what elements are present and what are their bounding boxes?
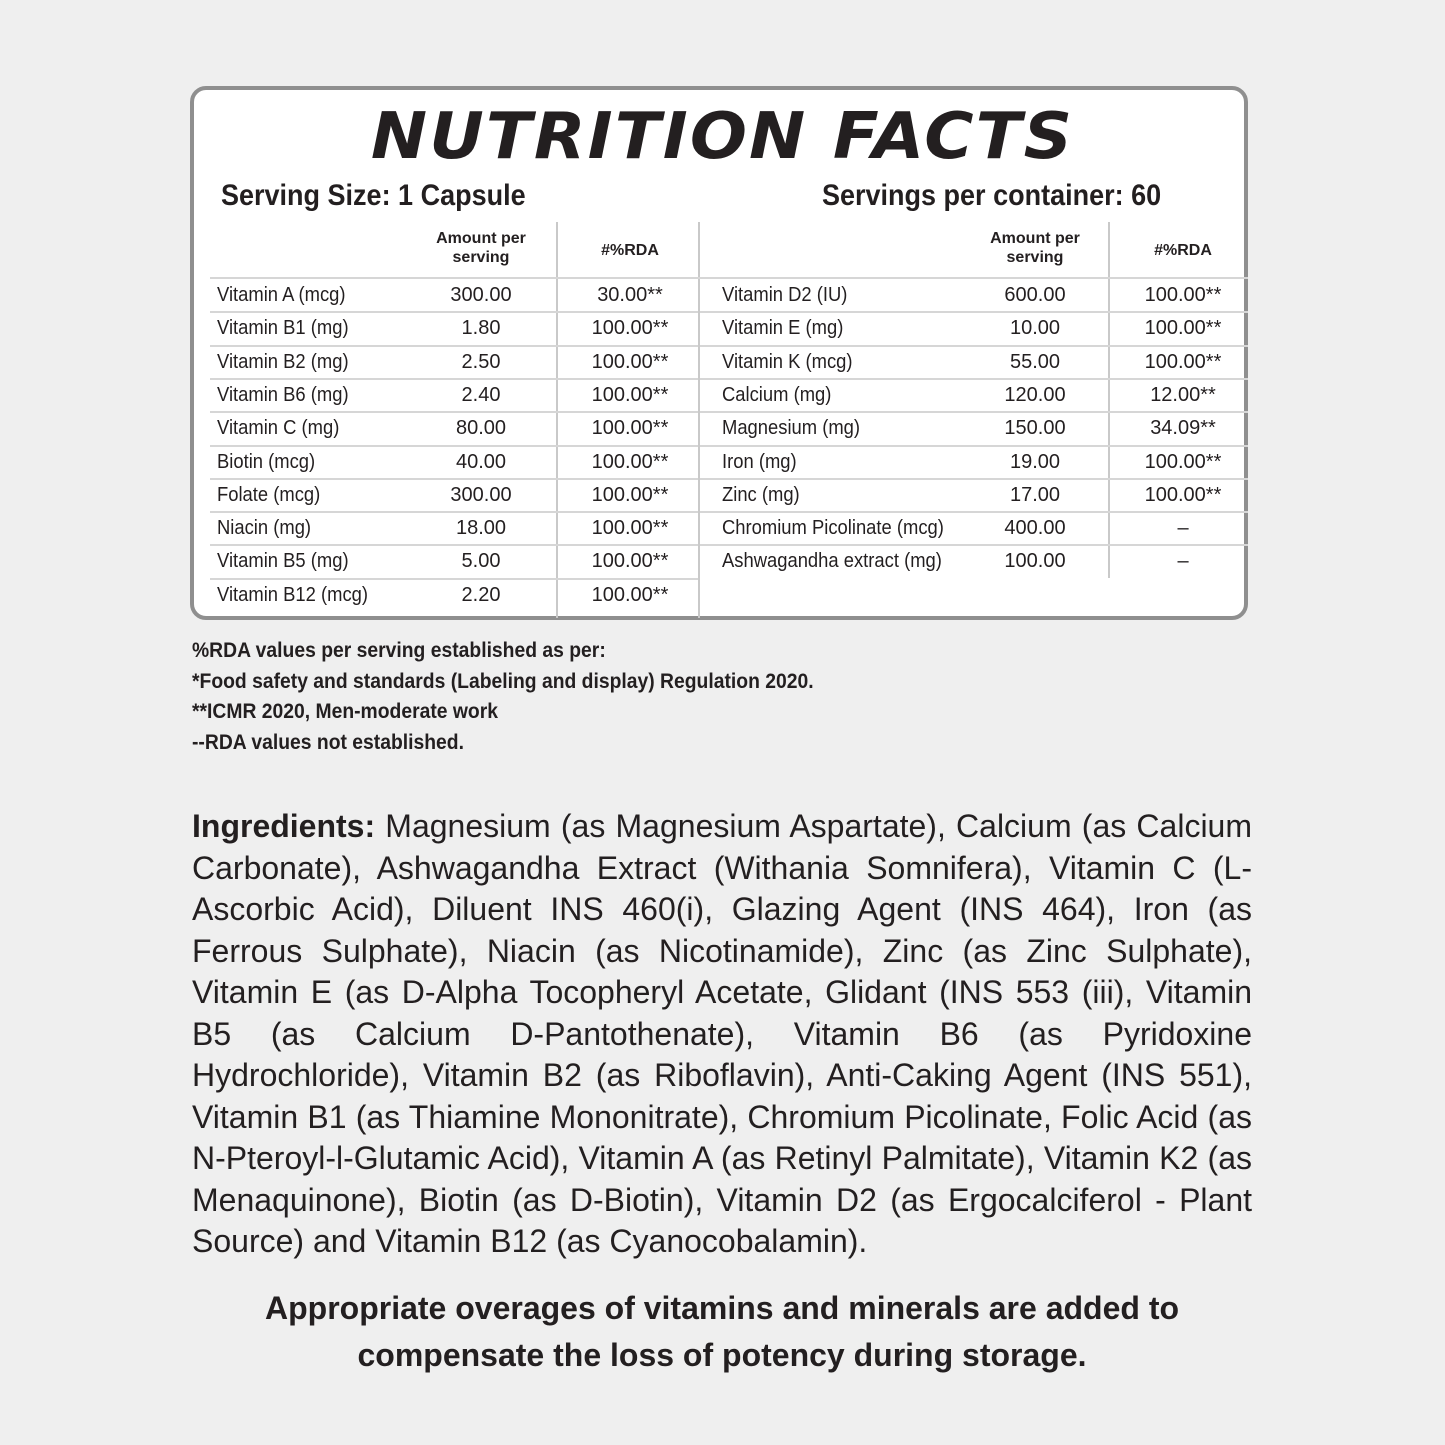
nutrient-amount: 18.00: [455, 517, 507, 539]
left-rda-divider: [556, 222, 558, 618]
nutrient-amount: 400.00: [1004, 517, 1066, 539]
nutrient-amount: 100.00: [1004, 550, 1066, 572]
nutrient-name: Chromium Picolinate (mcg): [722, 517, 944, 539]
nutrient-amount: 10.00: [1009, 317, 1061, 339]
nutrient-amount: 1.80: [461, 317, 501, 339]
row-divider: [700, 345, 1248, 347]
nutrition-facts-title: NUTRITION FACTS: [370, 100, 1075, 174]
nutrient-rda: 100.00**: [591, 384, 669, 406]
right-rda-header: #%RDA: [1154, 242, 1212, 259]
ingredients-list: Magnesium (as Magnesium Aspartate), Calcium (as Calcium Carbonate), Ashwagandha Extract (Withania Somnifera), Vitamin C (L-Ascorbic Acid), Diluent INS 460(i), Glazing Agent (INS 464), Iron (as Ferrous Sulphate), Niacin (as Nicotinamide), Zinc (as Zinc Sulphate), Vitamin E (as D-Alpha Tocopheryl Acetate, Glidant (INS 553 (iii), Vitamin B5 (as Calcium D-Pantothenate), Vitamin B6 (as Pyridoxine Hydrochloride), Vitamin B2 (as Riboflavin), Anti-Caking Agent (INS 551), Vitamin B1 (as Thiamine Mononitrate), Chromium Picolinate, Folic Acid (as N-Pteroyl-l-Glutamic Acid), Vitamin A (as Retinyl Palmitate), Vitamin K2 (as Menaquinone), Biotin (as D-Biotin), Vitamin D2 (as Ergocalciferol - Plant Source) and Vitamin B12 (as Cyanocobalamin).: [192, 808, 1252, 1259]
row-divider: [210, 578, 698, 580]
row-divider: [700, 378, 1248, 380]
nutrient-name: Zinc (mg): [722, 484, 800, 506]
nutrient-amount: 19.00: [1009, 451, 1061, 473]
overage-line: compensate the loss of potency during storage.: [357, 1337, 1087, 1373]
nutrient-name: Calcium (mg): [722, 384, 832, 406]
row-divider: [700, 544, 1248, 546]
row-divider: [210, 345, 698, 347]
nutrient-rda: 100.00**: [591, 584, 669, 606]
nutrient-amount: 600.00: [1004, 284, 1066, 306]
nutrient-name: Vitamin A (mcg): [217, 284, 346, 306]
nutrient-amount: 40.00: [455, 451, 507, 473]
rda-note: *Food safety and standards (Labeling and display) Regulation 2020.: [192, 669, 814, 693]
rda-note: --RDA values not established.: [192, 730, 464, 754]
nutrient-name: Vitamin B2 (mg): [217, 351, 349, 373]
nutrient-rda: 100.00**: [591, 550, 669, 572]
nutrient-name: Magnesium (mg): [722, 417, 861, 439]
nutrient-amount: 300.00: [450, 484, 512, 506]
nutrient-amount: 2.20: [461, 584, 501, 606]
nutrient-amount: 5.00: [461, 550, 501, 572]
row-divider: [210, 411, 698, 413]
nutrient-amount: 2.40: [461, 384, 501, 406]
serving-size: Serving Size: 1 Capsule: [221, 179, 526, 212]
nutrient-name: Vitamin B1 (mg): [217, 317, 349, 339]
rda-notes: [192, 636, 868, 758]
nutrient-name: Iron (mg): [722, 451, 797, 473]
nutrient-amount: 120.00: [1004, 384, 1066, 406]
nutrient-rda: 100.00**: [1144, 451, 1222, 473]
row-divider: [210, 544, 698, 546]
nutrient-amount: 150.00: [1004, 417, 1066, 439]
right-rda-divider: [1108, 222, 1110, 578]
nutrient-rda: 100.00**: [1144, 317, 1222, 339]
nutrient-rda: –: [1177, 550, 1189, 572]
nutrient-name: Vitamin K (mcg): [722, 351, 853, 373]
nutrient-rda: 100.00**: [1144, 351, 1222, 373]
ingredients-text: [192, 806, 1252, 1263]
row-divider: [210, 478, 698, 480]
left-amount-header: Amount per serving: [436, 230, 526, 266]
row-divider: [700, 478, 1248, 480]
row-divider: [210, 511, 698, 513]
nutrient-name: Folate (mcg): [217, 484, 321, 506]
nutrient-rda: 12.00**: [1150, 384, 1216, 406]
overage-statement: [190, 1285, 1254, 1379]
right-amount-header: Amount per serving: [990, 230, 1080, 266]
nutrient-amount: 300.00: [450, 284, 512, 306]
nutrient-rda: 100.00**: [591, 317, 669, 339]
row-divider: [210, 277, 1248, 279]
nutrient-rda: 100.00**: [591, 451, 669, 473]
nutrient-rda: 100.00**: [591, 484, 669, 506]
nutrient-name: Vitamin B6 (mg): [217, 384, 349, 406]
nutrient-rda: 30.00**: [597, 284, 663, 306]
nutrient-rda: 100.00**: [591, 351, 669, 373]
nutrient-amount: 80.00: [455, 417, 507, 439]
row-divider: [210, 445, 698, 447]
nutrient-name: Vitamin B12 (mcg): [217, 584, 369, 606]
overage-line: Appropriate overages of vitamins and minerals are added to: [264, 1290, 1180, 1326]
nutrient-name: Niacin (mg): [217, 517, 312, 539]
servings-per-container: Servings per container: 60: [822, 179, 1162, 212]
nutrient-rda: 100.00**: [1144, 284, 1222, 306]
nutrient-amount: 17.00: [1009, 484, 1061, 506]
rda-note: %RDA values per serving established as per:: [192, 639, 606, 662]
nutrient-rda: 100.00**: [1144, 484, 1222, 506]
nutrient-name: Vitamin E (mg): [722, 317, 844, 339]
row-divider: [700, 511, 1248, 513]
row-divider: [210, 311, 698, 313]
nutrient-rda: –: [1177, 517, 1189, 539]
left-rda-header: #%RDA: [601, 242, 659, 259]
row-divider: [700, 311, 1248, 313]
nutrient-rda: 100.00**: [591, 417, 669, 439]
nutrient-amount: 2.50: [461, 351, 501, 373]
nutrient-rda: 34.09**: [1150, 417, 1216, 439]
row-divider: [210, 378, 698, 380]
ingredients-label: Ingredients:: [192, 808, 376, 844]
nutrient-name: Biotin (mcg): [217, 451, 316, 473]
nutrient-rda: 100.00**: [591, 517, 669, 539]
nutrient-name: Vitamin C (mg): [217, 417, 340, 439]
row-divider: [700, 411, 1248, 413]
rda-note: **ICMR 2020, Men-moderate work: [192, 700, 499, 723]
row-divider: [700, 445, 1248, 447]
nutrient-name: Vitamin B5 (mg): [217, 550, 349, 572]
nutrient-amount: 55.00: [1009, 351, 1061, 373]
nutrient-name: Vitamin D2 (IU): [722, 284, 848, 306]
nutrient-name: Ashwagandha extract (mg): [722, 550, 942, 572]
